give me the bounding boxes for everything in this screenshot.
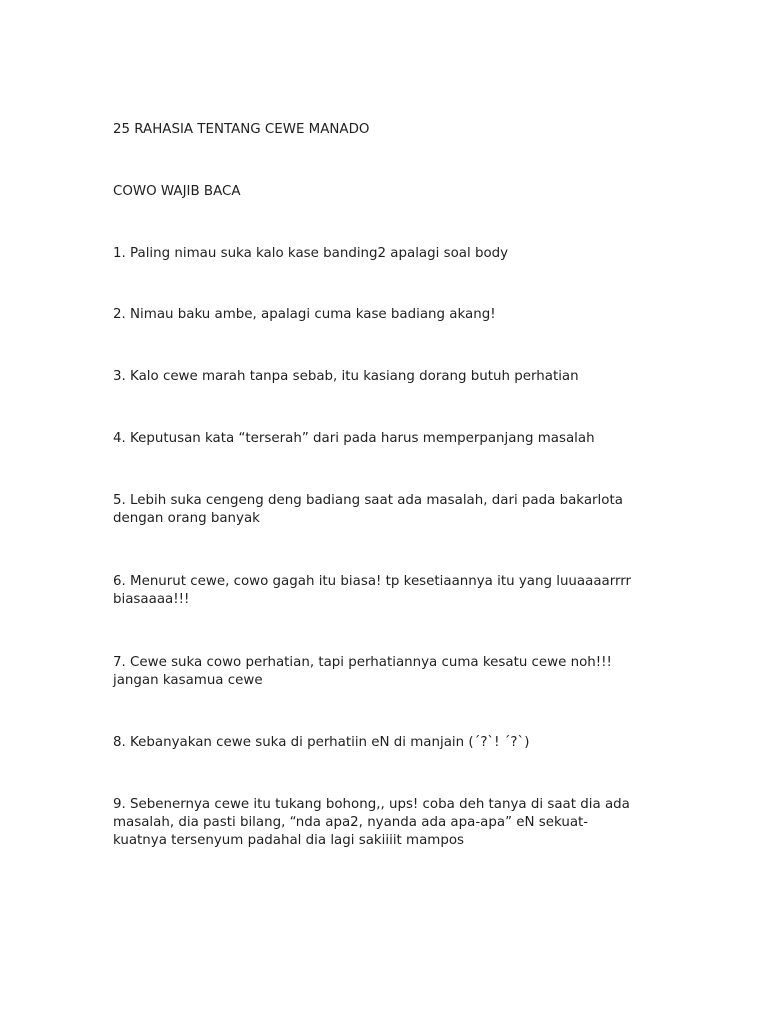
list-item: 7. Cewe suka cowo perhatian, tapi perhatiannya cuma kesatu cewe noh!!! jangan kasamua cewe [113,655,612,688]
list-item: 2. Nimau baku ambe, apalagi cuma kase badiang akang! [113,307,496,322]
list-item: 4. Keputusan kata “terserah” dari pada harus memperpanjang masalah [113,431,595,446]
list-item: 1. Paling nimau suka kalo kase banding2 apalagi soal body [113,246,509,261]
list-item: 5. Lebih suka cengeng deng badiang saat ada masalah, dari pada bakarlota dengan orang banyak [113,493,623,526]
list-item: 6. Menurut cewe, cowo gagah itu biasa! tp kesetiaannya itu yang luuaaaarrrr biasaaaa!!! [113,574,632,607]
document-title: 25 RAHASIA TENTANG CEWE MANADO [113,122,370,137]
list-item: 8. Kebanyakan cewe suka di perhatiin eN di manjain (´?`! ´?`) [113,735,530,750]
document-subtitle: COWO WAJIB BACA [113,184,241,199]
list-item: 3. Kalo cewe marah tanpa sebab, itu kasiang dorang butuh perhatian [113,369,579,384]
list-item: 9. Sebenernya cewe itu tukang bohong,, ups! coba deh tanya di saat dia ada masalah, dia pasti bilang, “nda apa2, nyanda ada apa-apa” eN sekuat- kuatnya tersenyum padahal dia lagi sakiiiit mampos [113,797,630,848]
